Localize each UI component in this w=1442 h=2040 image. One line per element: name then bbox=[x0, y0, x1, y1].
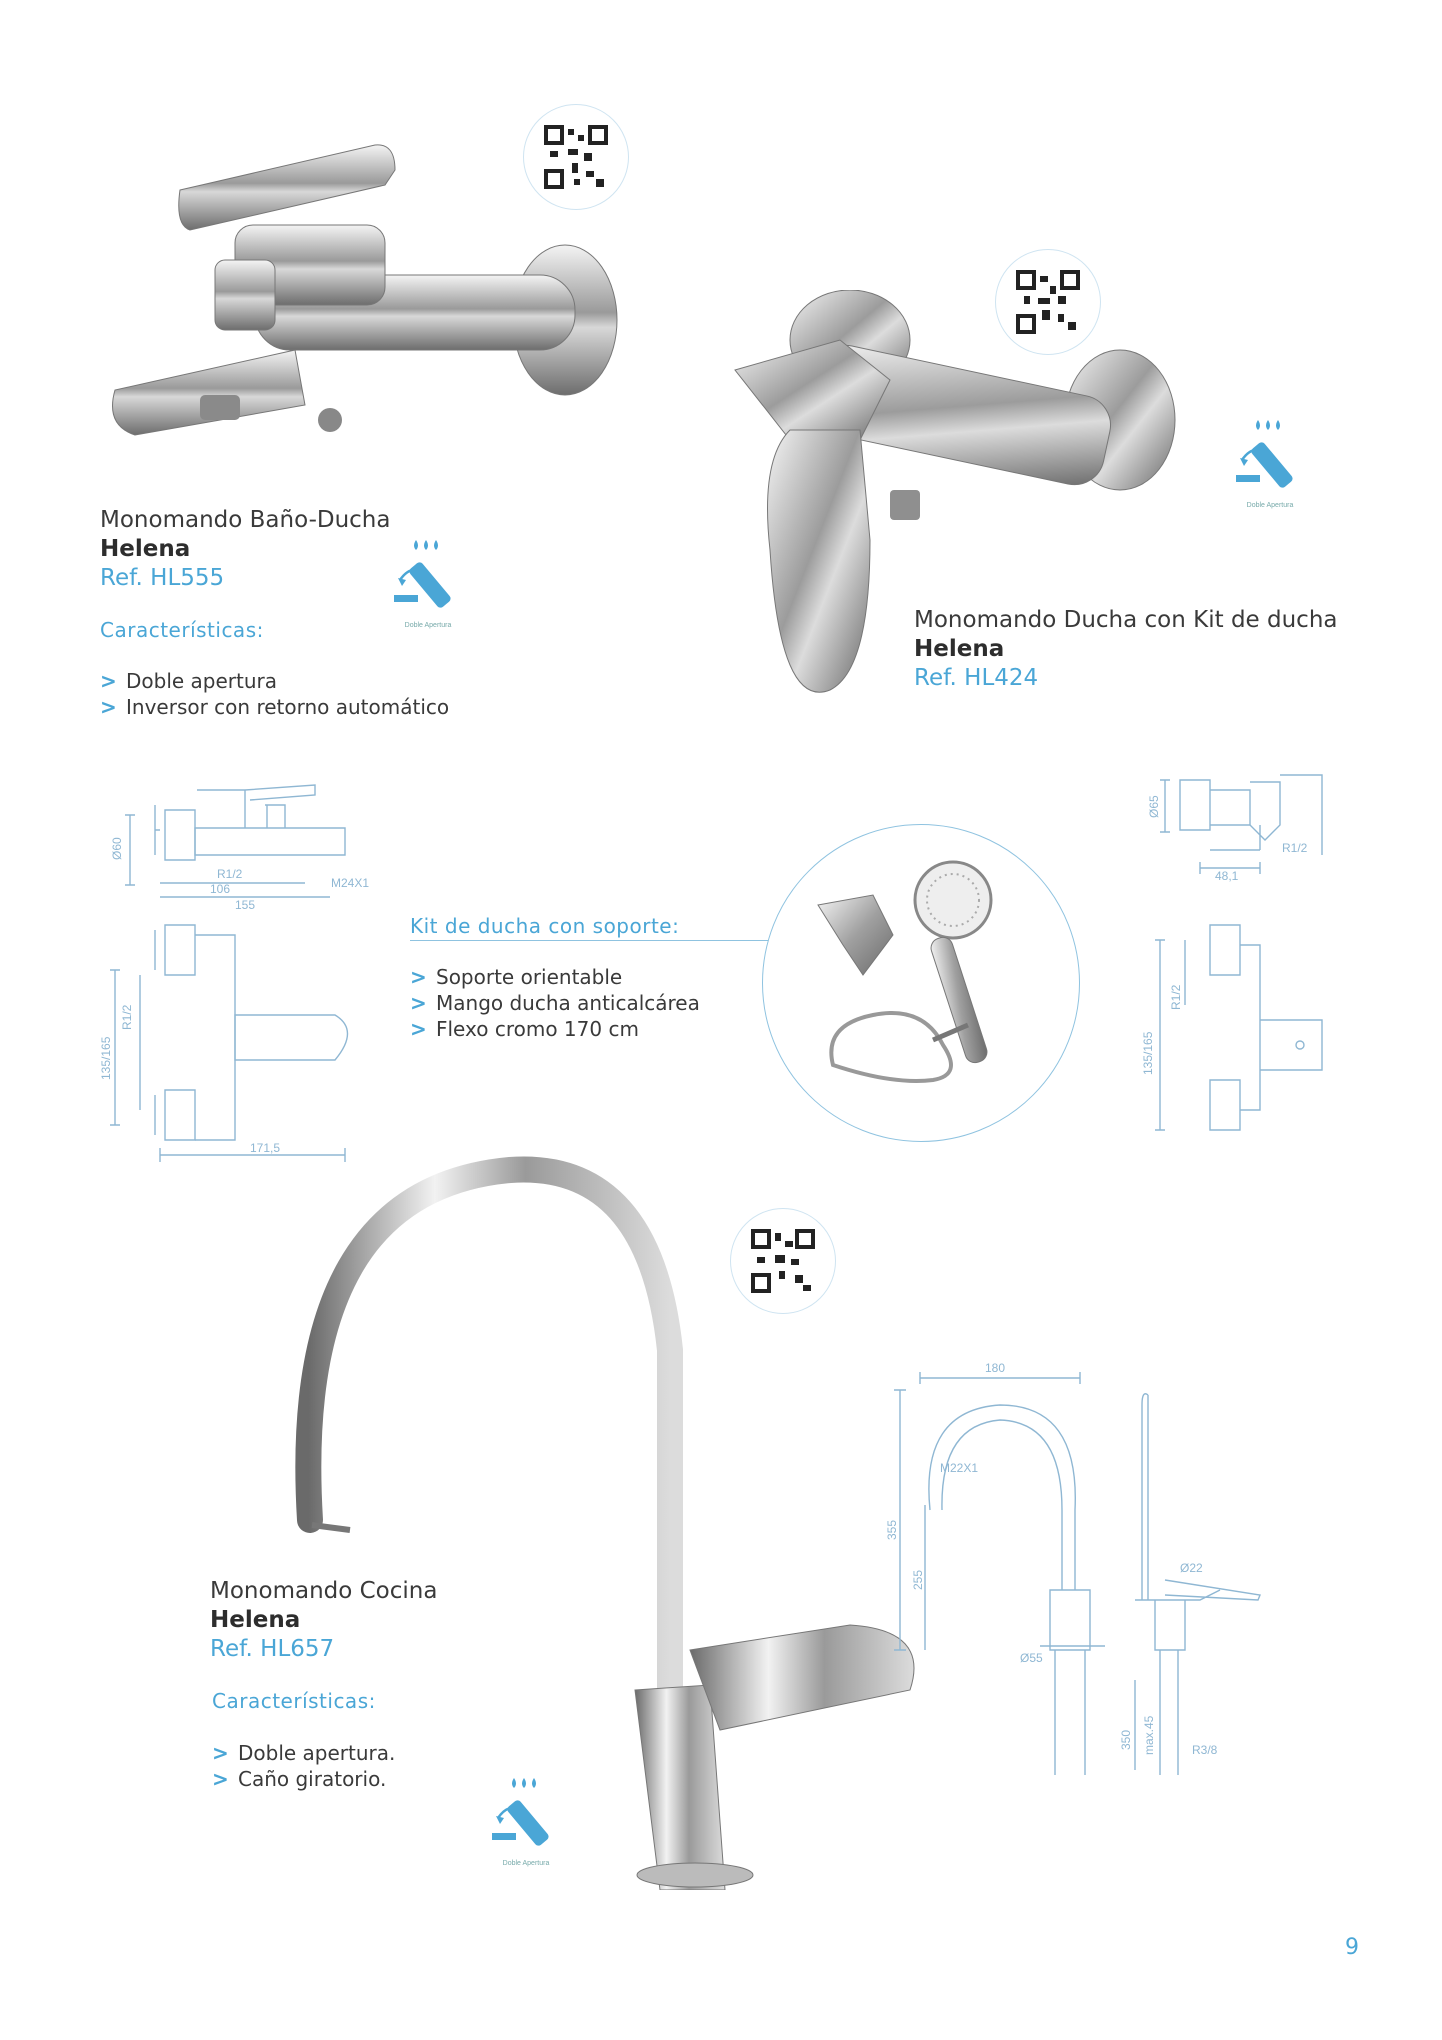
product-title: Monomando Ducha con Kit de ducha bbox=[914, 607, 1338, 633]
product-name: Helena bbox=[914, 636, 1005, 662]
double-opening-icon bbox=[1230, 420, 1310, 510]
svg-text:135/165: 135/165 bbox=[99, 1036, 113, 1080]
divider bbox=[410, 940, 770, 941]
list-item: > Flexo cromo 170 cm bbox=[410, 1016, 700, 1042]
svg-text:R1/2: R1/2 bbox=[1282, 841, 1308, 855]
svg-text:Ø22: Ø22 bbox=[1180, 1561, 1203, 1575]
svg-text:R3/8: R3/8 bbox=[1192, 1743, 1218, 1757]
product-heading-hl424 bbox=[914, 606, 1338, 693]
product-title: Monomando Cocina bbox=[210, 1578, 438, 1604]
svg-text:max.45: max.45 bbox=[1142, 1715, 1156, 1755]
list-item: > Caño giratorio. bbox=[212, 1766, 395, 1792]
qr-code-hl657[interactable] bbox=[730, 1208, 836, 1314]
svg-text:Ø55: Ø55 bbox=[1020, 1651, 1043, 1665]
svg-text:350: 350 bbox=[1119, 1729, 1133, 1750]
svg-text:171,5: 171,5 bbox=[250, 1141, 281, 1155]
features-list-hl555 bbox=[100, 668, 449, 720]
shower-kit-image bbox=[762, 824, 1080, 1142]
qr-code-hl424[interactable] bbox=[995, 249, 1101, 355]
list-item: > Doble apertura. bbox=[212, 1740, 395, 1766]
technical-drawing-hl657 bbox=[880, 1350, 1280, 1780]
svg-text:Doble Apertura: Doble Apertura bbox=[1246, 502, 1294, 509]
svg-text:255: 255 bbox=[911, 1569, 925, 1590]
svg-text:135/165: 135/165 bbox=[1141, 1031, 1155, 1075]
product-heading-hl657 bbox=[210, 1577, 437, 1664]
features-heading: Características: bbox=[212, 1689, 376, 1713]
page-number: 9 bbox=[1345, 1935, 1359, 1960]
product-ref: Ref. HL424 bbox=[914, 665, 1039, 691]
features-list-hl657 bbox=[212, 1740, 395, 1792]
double-opening-icon bbox=[486, 1778, 566, 1868]
product-ref: Ref. HL555 bbox=[100, 565, 225, 591]
technical-drawing-hl555 bbox=[95, 760, 395, 1170]
kit-heading: Kit de ducha con soporte: bbox=[410, 914, 680, 938]
svg-text:M22X1: M22X1 bbox=[940, 1461, 979, 1475]
svg-text:R1/2: R1/2 bbox=[120, 1004, 134, 1030]
product-name: Helena bbox=[210, 1607, 301, 1633]
svg-text:106: 106 bbox=[210, 882, 231, 896]
svg-text:Doble Apertura: Doble Apertura bbox=[502, 1860, 550, 1867]
list-item: > Inversor con retorno automático bbox=[100, 694, 449, 720]
svg-text:M24X1: M24X1 bbox=[331, 876, 370, 890]
technical-drawing-hl424 bbox=[1130, 760, 1360, 1160]
svg-text:180: 180 bbox=[985, 1361, 1006, 1375]
svg-text:Ø60: Ø60 bbox=[110, 837, 124, 860]
list-item: > Soporte orientable bbox=[410, 964, 700, 990]
svg-text:Ø65: Ø65 bbox=[1147, 795, 1161, 818]
features-heading: Características: bbox=[100, 618, 264, 642]
svg-text:R1/2: R1/2 bbox=[217, 867, 243, 881]
list-item: > Doble apertura bbox=[100, 668, 449, 694]
list-item: > Mango ducha anticalcárea bbox=[410, 990, 700, 1016]
product-heading-hl555 bbox=[100, 506, 390, 593]
svg-text:Doble Apertura: Doble Apertura bbox=[404, 622, 452, 629]
svg-text:R1/2: R1/2 bbox=[1169, 984, 1183, 1010]
svg-text:48,1: 48,1 bbox=[1215, 869, 1239, 883]
qr-code-hl555[interactable] bbox=[523, 104, 629, 210]
product-name: Helena bbox=[100, 536, 191, 562]
double-opening-icon bbox=[388, 540, 468, 630]
svg-text:355: 355 bbox=[885, 1519, 899, 1540]
product-title: Monomando Baño-Ducha bbox=[100, 507, 391, 533]
product-ref: Ref. HL657 bbox=[210, 1636, 335, 1662]
svg-text:155: 155 bbox=[235, 898, 256, 912]
kit-features-list bbox=[410, 964, 700, 1042]
